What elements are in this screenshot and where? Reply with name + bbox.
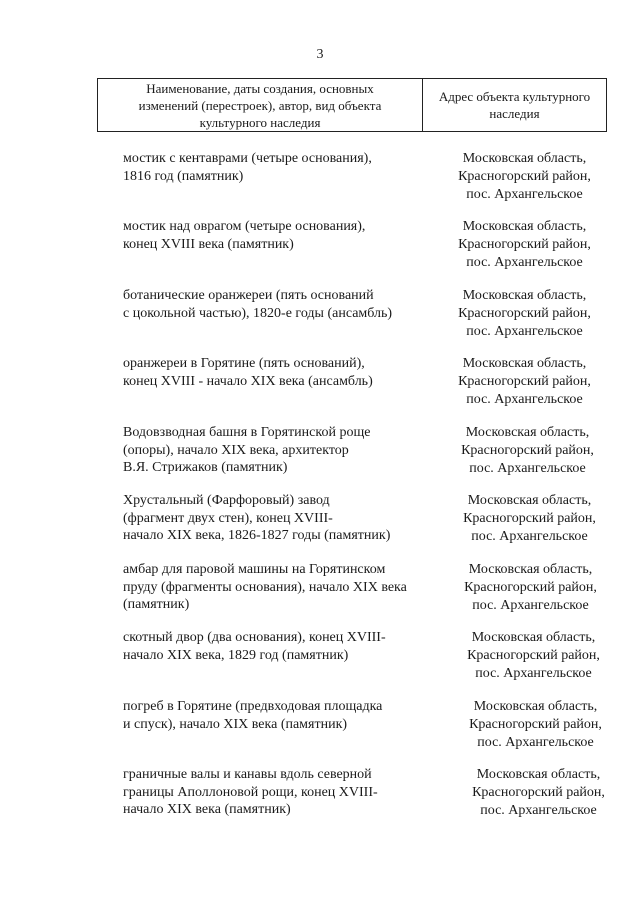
entry-name: мостик с кентаврами (четыре основания), 1816 год (памятник): [123, 151, 372, 184]
table-header: [97, 78, 607, 132]
entry-address: Московская область, Красногорский район, пос. Архангельское: [463, 493, 596, 544]
page-number: 3: [316, 47, 324, 62]
entry-address: Московская область, Красногорский район, пос. Архангельское: [461, 425, 594, 476]
entry-address: Московская область, Красногорский район, пос. Архангельское: [458, 151, 591, 202]
entry-name: амбар для паровой машины на Горятинском пруду (фрагменты основания), начало XIX века (памятник): [123, 562, 407, 612]
entry-name: скотный двор (два основания), конец XVIII- начало XIX века, 1829 год (памятник): [123, 630, 386, 663]
entry-address: Московская область, Красногорский район, пос. Архангельское: [458, 219, 591, 270]
entry-address: Московская область, Красногорский район, пос. Архангельское: [467, 630, 600, 681]
entry-name: Хрустальный (Фарфоровый) завод (фрагмент двух стен), конец XVIII- начало XIX века, 1826-1827 годы (памятник): [123, 493, 391, 543]
entry-name: ботанические оранжереи (пять оснований с цокольной частью), 1820-е годы (ансамбль): [123, 288, 393, 321]
entry-name: оранжереи в Горятине (пять оснований), конец XVIII - начало XIX века (ансамбль): [123, 356, 373, 389]
entry-address: Московская область, Красногорский район, пос. Архангельское: [458, 288, 591, 339]
entry-name: погреб в Горятине (предвходовая площадка и спуск), начало XIX века (памятник): [123, 699, 383, 732]
header-name-column: Наименование, даты создания, основных изменений (перестроек), автор, вид объекта культурного наследия: [98, 79, 423, 131]
entry-name: Водовзводная башня в Горятинской роще (опоры), начало XIX века, архитектор В.Я. Стрижаков (памятник): [123, 425, 371, 475]
header-address-column: Адрес объекта культурного наследия: [438, 89, 591, 121]
entry-address: Московская область, Красногорский район, пос. Архангельское: [469, 699, 602, 750]
entry-address: Московская область, Красногорский район, пос. Архангельское: [464, 562, 597, 613]
entry-name: граничные валы и канавы вдоль северной границы Аполлоновой рощи, конец XVIII- начало XIX века (памятник): [123, 767, 378, 817]
entry-address: Московская область, Красногорский район, пос. Архангельское: [458, 356, 591, 407]
entry-address: Московская область, Красногорский район, пос. Архангельское: [472, 767, 605, 818]
entry-name: мостик над оврагом (четыре основания), конец XVIII века (памятник): [123, 219, 366, 252]
